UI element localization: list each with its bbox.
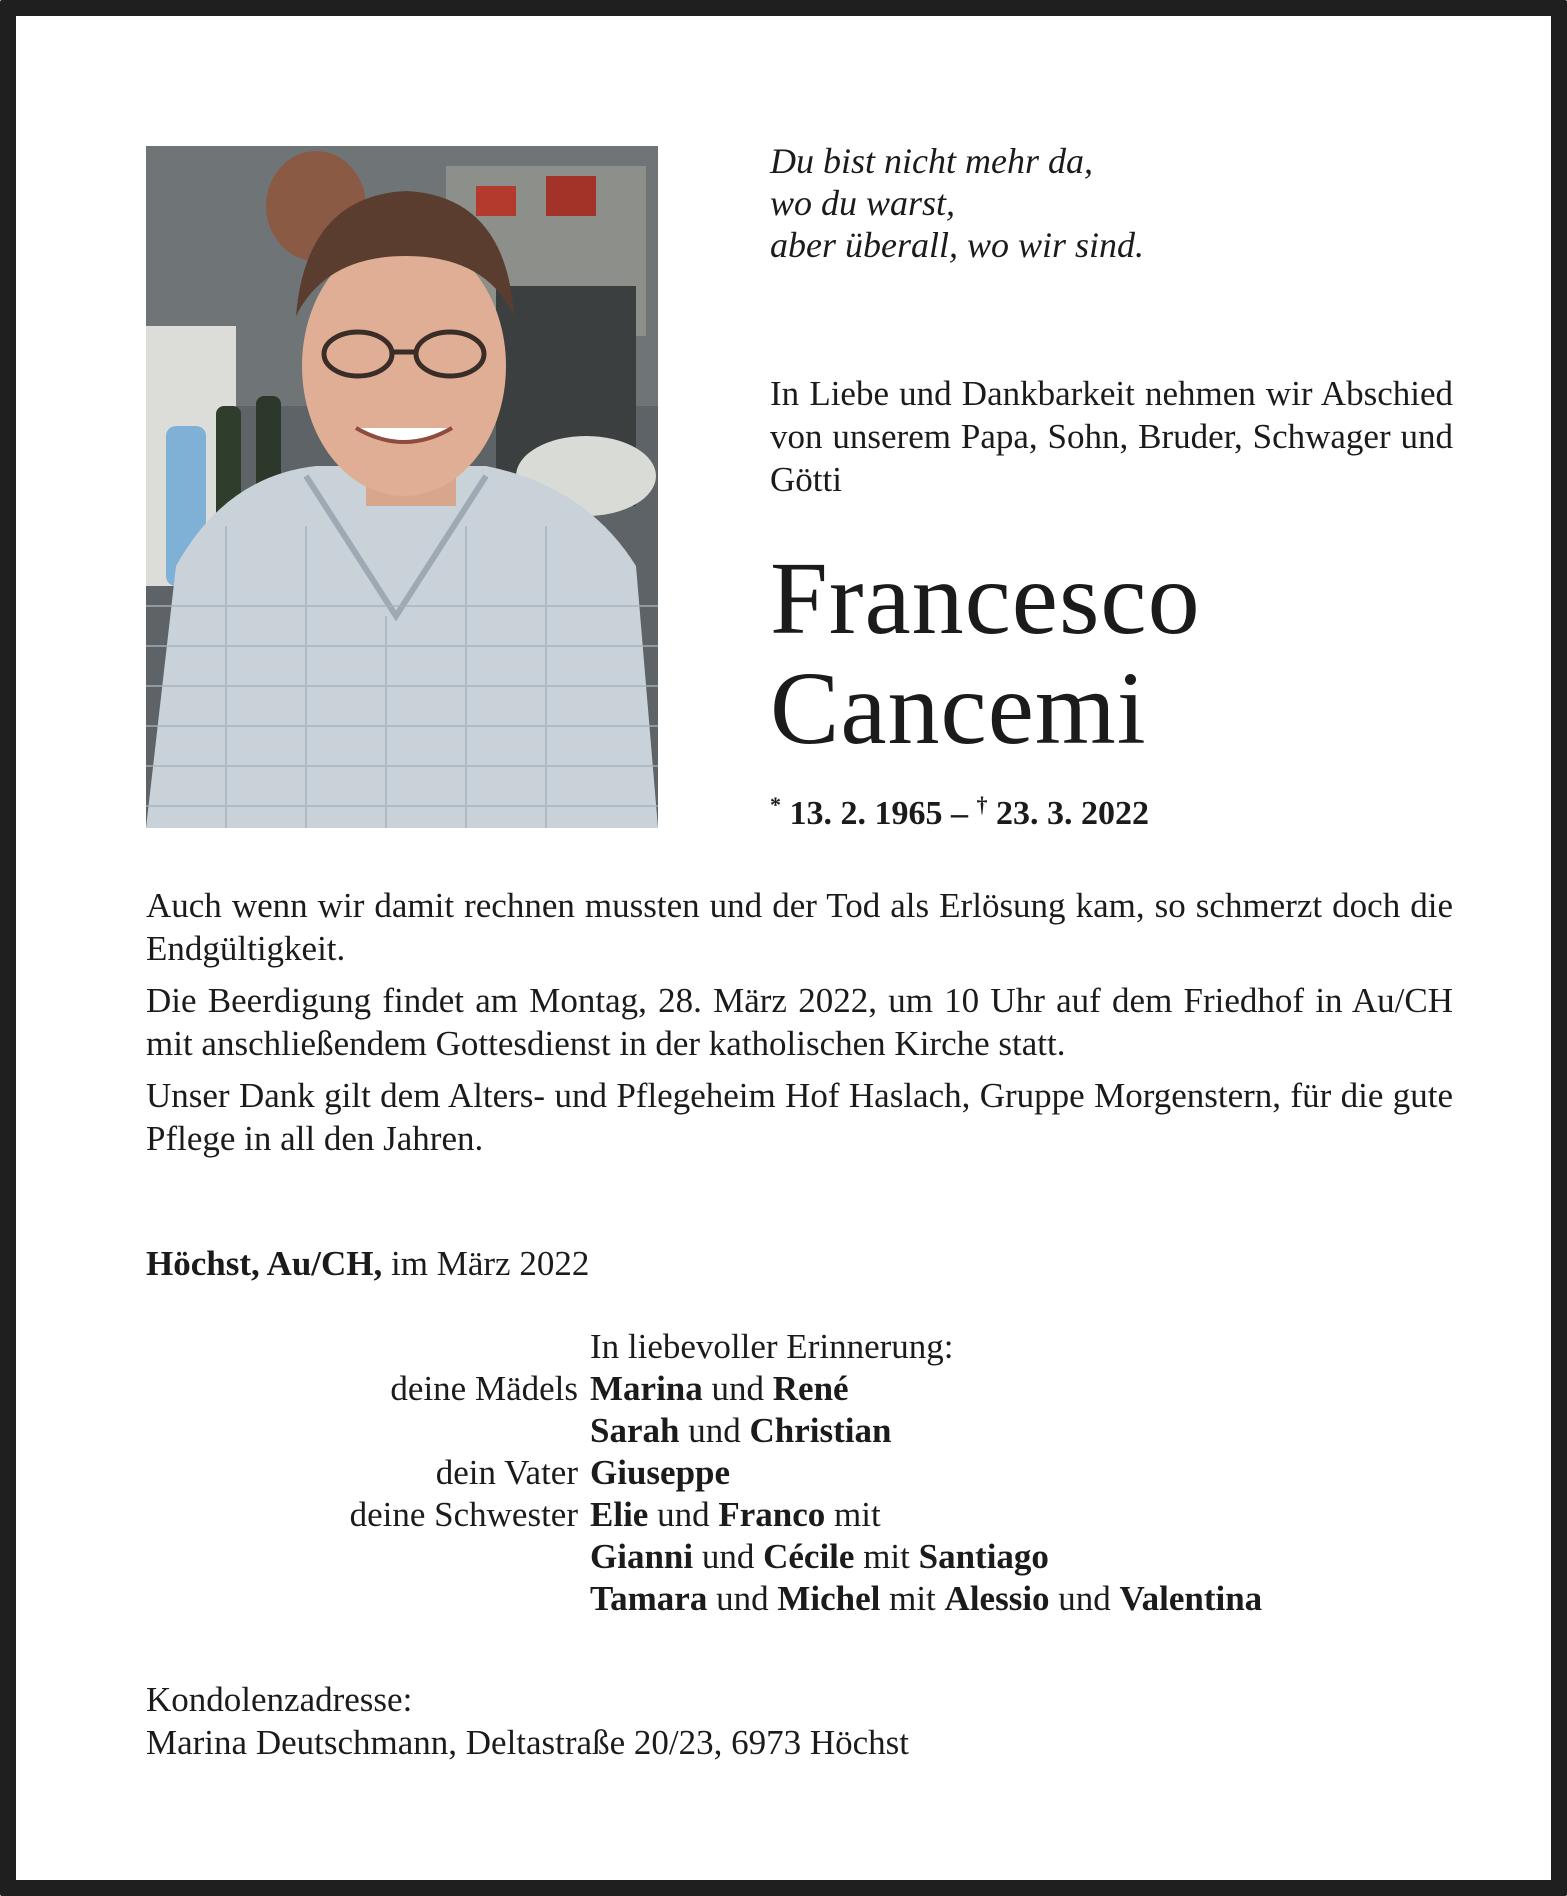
name-rene: René [772, 1369, 849, 1408]
date-separator: – [951, 795, 968, 832]
name-michel: Michel [777, 1579, 881, 1618]
deceased-name [770, 541, 1201, 766]
life-dates [770, 792, 1149, 833]
portrait-photo [146, 146, 658, 828]
conj: und [1058, 1579, 1111, 1618]
first-name: Francesco [770, 541, 1201, 656]
name-tamara: Tamara [590, 1579, 708, 1618]
label-daughters: deine Mädels [390, 1369, 578, 1408]
quote [770, 140, 1144, 266]
conj: mit [889, 1579, 936, 1618]
quote-line-1: Du bist nicht mehr da, [770, 141, 1093, 181]
place-date [146, 1244, 589, 1284]
name-valentina: Valentina [1119, 1579, 1263, 1618]
memory-row-father [146, 1452, 1453, 1494]
conj: und [657, 1495, 710, 1534]
body-paragraph-3: Unser Dank gilt dem Alters- und Pflegeheim Hof Haslach, Gruppe Morgenstern, für die gute Pflege in all den Jahren. [146, 1076, 1453, 1158]
name-sarah: Sarah [590, 1411, 680, 1450]
label-father: dein Vater [435, 1453, 578, 1492]
conj: und [701, 1537, 755, 1576]
conj: und [716, 1579, 769, 1618]
memory-heading-row [146, 1326, 1453, 1368]
condolence-address [146, 1678, 909, 1764]
name-gianni: Gianni [590, 1537, 694, 1576]
quote-line-2: wo du warst, [770, 183, 956, 223]
memory-row-daughters-1 [146, 1368, 1453, 1410]
name-christian: Christian [749, 1411, 892, 1450]
body-paragraph-2: Die Beerdigung findet am Montag, 28. März 2022, um 10 Uhr auf dem Friedhof in Au/CH mit anschließendem Gottesdienst in der katholischen Kirche statt. [146, 981, 1453, 1063]
conj: und [688, 1411, 741, 1450]
memory-row-daughters-2 [146, 1410, 1453, 1452]
conj: und [711, 1369, 765, 1408]
intro-text: In Liebe und Dankbarkeit nehmen wir Abschied von unserem Papa, Sohn, Bruder, Schwager und Götti [770, 374, 1453, 499]
date: im März 2022 [391, 1244, 590, 1283]
death-symbol: † [976, 792, 988, 817]
name-marina: Marina [590, 1369, 703, 1408]
memory-heading: In liebevoller Erinnerung: [590, 1327, 954, 1366]
body-paragraph-1: Auch wenn wir damit rechnen mussten und der Tod als Erlösung kam, so schmerzt doch die Endgültigkeit. [146, 886, 1453, 968]
conj: mit [863, 1537, 910, 1576]
name-franco: Franco [718, 1495, 826, 1534]
last-name: Cancemi [770, 651, 1147, 766]
label-sister: deine Schwester [349, 1495, 578, 1534]
name-cecile: Cécile [763, 1537, 855, 1576]
name-alessio: Alessio [944, 1579, 1050, 1618]
birth-symbol: * [770, 792, 781, 817]
name-elie: Elie [590, 1495, 649, 1534]
name-santiago: Santiago [918, 1537, 1049, 1576]
memory-row-sister-3 [146, 1578, 1453, 1620]
condolence-label: Kondolenzadresse: [146, 1680, 413, 1719]
death-date: 23. 3. 2022 [996, 795, 1149, 832]
condolence-address-text: Marina Deutschmann, Deltastraße 20/23, 6973 Höchst [146, 1723, 910, 1762]
conj: mit [834, 1495, 881, 1534]
birth-date: 13. 2. 1965 [789, 795, 943, 832]
quote-line-3: aber überall, wo wir sind. [770, 225, 1145, 265]
place: Höchst, Au/CH, [146, 1244, 383, 1283]
name-giuseppe: Giuseppe [590, 1453, 731, 1492]
memory-row-sister-2 [146, 1536, 1453, 1578]
memory-section [146, 1326, 1453, 1620]
memory-row-sister-1 [146, 1494, 1453, 1536]
announcement-body [146, 884, 1453, 1169]
